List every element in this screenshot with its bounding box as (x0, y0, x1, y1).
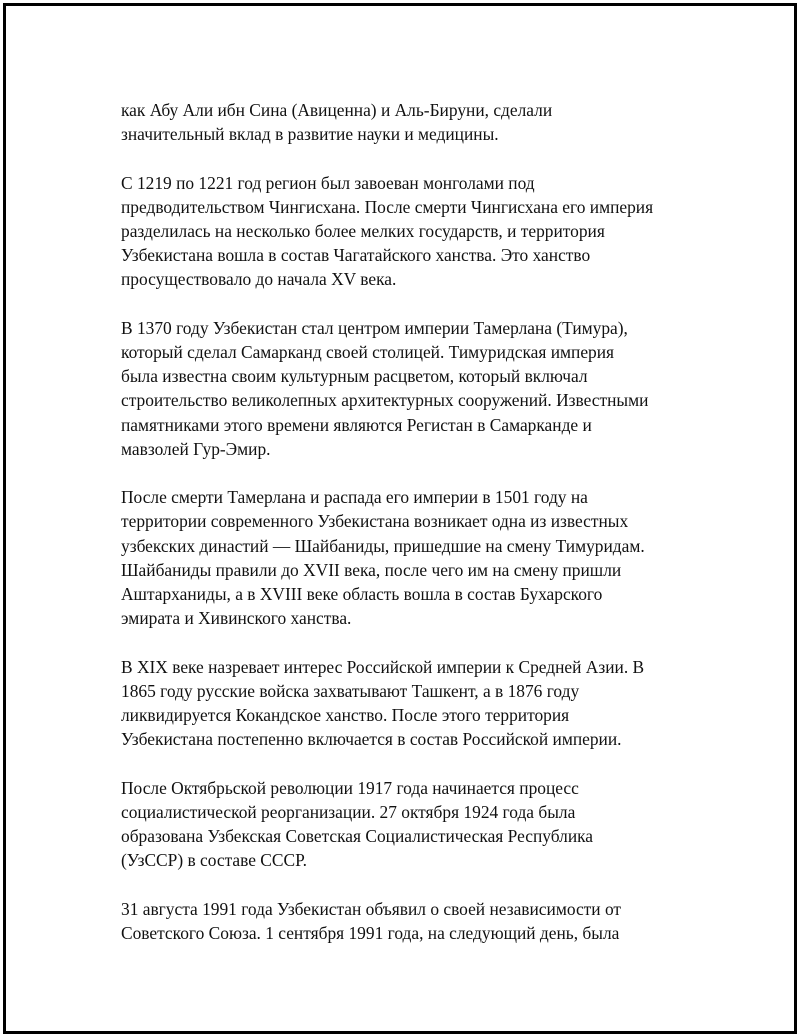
text-line: была известна своим культурным расцветом, который включал (121, 366, 588, 387)
text-line: территории современного Узбекистана возникает одна из известных (121, 511, 629, 532)
text-line: строительство великолепных архитектурных сооружений. Известными (121, 390, 649, 411)
text-line: разделилась на несколько более мелких государств, и территория (121, 221, 605, 241)
text-line: 1865 году русские войска захватывают Ташкент, а в 1876 году (121, 680, 580, 701)
paragraph (121, 316, 696, 461)
text-line: памятниками этого времени являются Регистан в Самарканде и (121, 414, 592, 435)
text-line: Аштарханиды, а в XVIII веке область вошла в состав Бухарского (121, 584, 603, 605)
paragraph (121, 776, 696, 873)
document-body (121, 98, 696, 969)
text-line: ликвидируется Кокандское ханство. После этого территория (121, 705, 570, 726)
text-line: В XIX веке назревает интерес Российской империи к Средней Азии. В (121, 656, 645, 677)
text-line: После смерти Тамерлана и распада его империи в 1501 году на (121, 487, 588, 508)
text-line: эмирата и Хивинского ханства. (121, 608, 352, 629)
text-line: который сделал Самарканд своей столицей. Тимуридская империя (121, 342, 615, 362)
text-line: значительный вклад в развитие науки и медицины. (121, 124, 499, 145)
text-line: С 1219 по 1221 год регион был завоеван монголами под (121, 172, 535, 193)
text-line: предводительством Чингисхана. После смерти Чингисхана его империя (121, 196, 654, 217)
text-line: (УзССР) в составе СССР. (121, 850, 307, 871)
text-line: Шайбаниды правили до XVII века, после чего им на смену пришли (121, 559, 622, 580)
text-line: социалистической реорганизации. 27 октября 1924 года была (121, 801, 576, 822)
text-line: мавзолей Гур-Эмир. (121, 438, 271, 459)
paragraph (121, 655, 696, 752)
text-line: просуществовало до начала XV века. (121, 269, 397, 290)
text-line: В 1370 году Узбекистан стал центром империи Тамерлана (Тимура), (121, 317, 628, 338)
text-line: узбекских династий — Шайбаниды, пришедшие на смену Тимуридам. (121, 535, 645, 556)
text-line: Советского Союза. 1 сентября 1991 года, на следующий день, была (121, 922, 620, 943)
text-line: образована Узбекская Советская Социалистическая Республика (121, 826, 594, 847)
paragraph (121, 171, 696, 292)
paragraph (121, 485, 696, 630)
text-line: Узбекистана постепенно включается в состав Российской империи. (121, 729, 622, 750)
text-line: Узбекистана вошла в состав Чагатайского ханства. Это ханство (121, 245, 591, 266)
text-line: как Абу Али ибн Сина (Авиценна) и Аль-Бируни, сделали (121, 100, 553, 120)
paragraph (121, 897, 696, 945)
text-line: После Октябрьской революции 1917 года начинается процесс (121, 777, 579, 798)
document-page (3, 3, 797, 1034)
paragraph (121, 98, 696, 146)
text-line: 31 августа 1991 года Узбекистан объявил о своей независимости от (121, 898, 622, 919)
